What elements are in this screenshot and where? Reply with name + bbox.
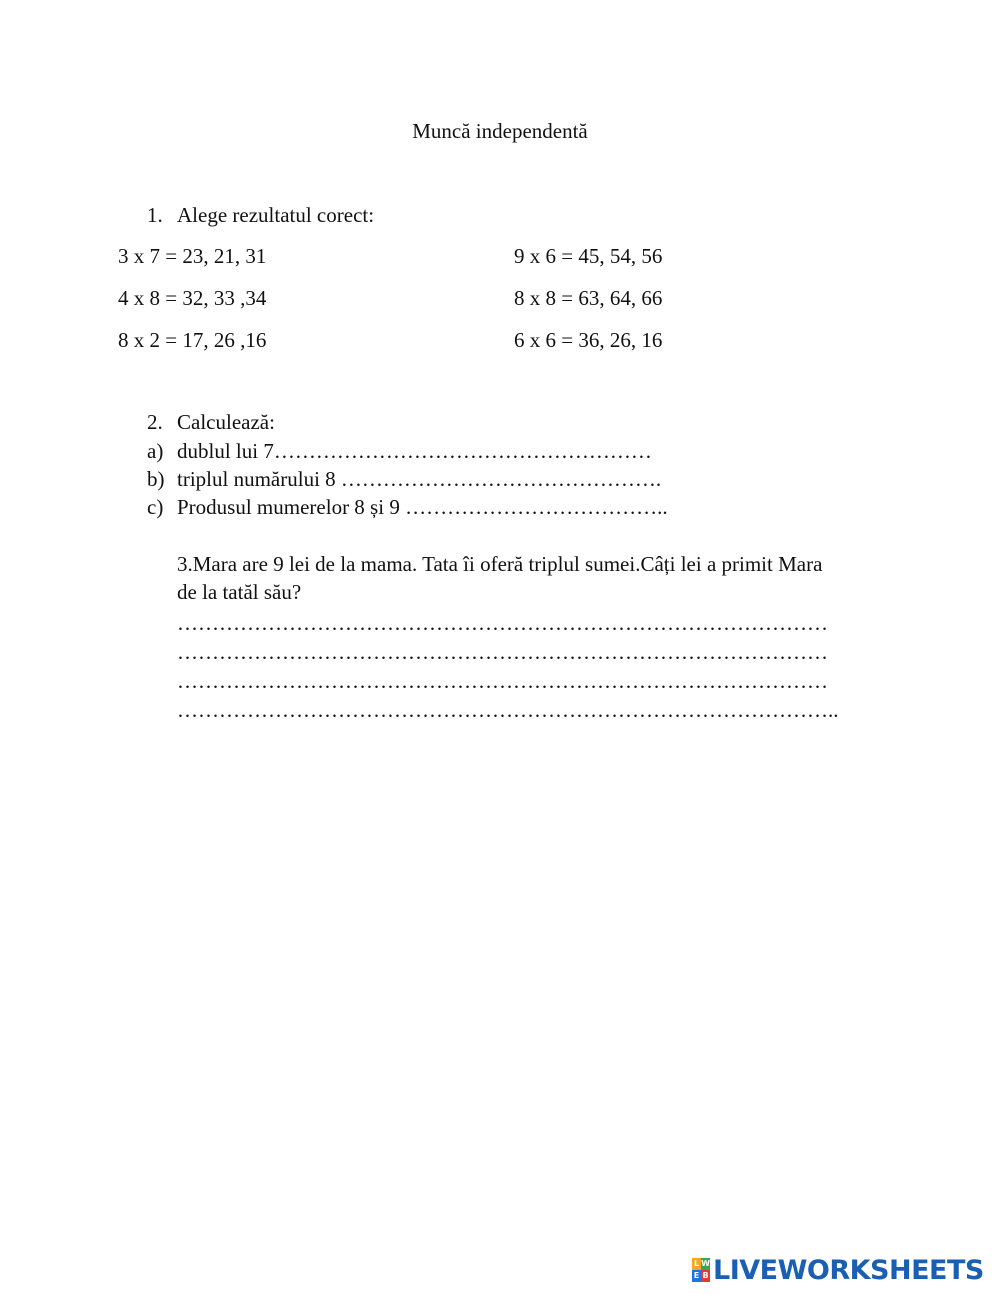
item-letter: a) — [147, 439, 164, 463]
answer-line: ………………………………………………………………………………… — [177, 669, 828, 693]
answer-line: ………………………………………………………………………………… — [177, 640, 828, 664]
exercise-2-item-c — [147, 497, 668, 518]
item-text: triplul numărului 8 ………………………………………. — [177, 467, 662, 491]
exercise-1-right-item: 8 x 8 = 63, 64, 66 — [514, 286, 663, 310]
item-letter: c) — [147, 495, 164, 519]
exercise-1-number: 1. — [147, 203, 163, 227]
exercise-2-item-a — [147, 441, 652, 462]
item-text: Produsul mumerelor 8 și 9 ……………………………….. — [177, 495, 668, 519]
logo-text: LIVEWORKSHEETS — [713, 1254, 984, 1286]
answer-line: ………………………………………………………………………………… — [177, 611, 828, 635]
liveworksheets-logo — [692, 1254, 984, 1286]
logo-tile: B — [702, 1271, 709, 1280]
logo-tile: L — [693, 1259, 700, 1268]
logo-tile: E — [693, 1271, 700, 1280]
page-title: Muncă independentă — [412, 119, 588, 143]
exercise-2-heading — [147, 412, 275, 433]
exercise-1-left-item: 3 x 7 = 23, 21, 31 — [118, 244, 267, 268]
answer-line: ………………………………………………………………………………….. — [177, 698, 839, 722]
exercise-2-prompt: Calculează: — [177, 410, 275, 434]
logo-mark-icon — [692, 1258, 710, 1282]
exercise-2-number: 2. — [147, 410, 163, 434]
exercise-3-problem-line: de la tatăl său? — [177, 580, 302, 604]
logo-tile: W — [701, 1259, 710, 1268]
item-text: dublul lui 7……………………………………………… — [177, 439, 652, 463]
exercise-1-heading — [147, 205, 374, 226]
exercise-1-left-item: 4 x 8 = 32, 33 ,34 — [118, 286, 267, 310]
exercise-1-left-item: 8 x 2 = 17, 26 ,16 — [118, 328, 267, 352]
exercise-3-problem-line: 3.Mara are 9 lei de la mama. Tata îi oferă triplul sumei.Câți lei a primit Mara — [177, 552, 823, 576]
exercise-1-right-item: 6 x 6 = 36, 26, 16 — [514, 328, 663, 352]
item-letter: b) — [147, 467, 165, 491]
exercise-2-item-b — [147, 469, 661, 490]
exercise-1-right-item: 9 x 6 = 45, 54, 56 — [514, 244, 663, 268]
exercise-1-prompt: Alege rezultatul corect: — [177, 203, 375, 227]
